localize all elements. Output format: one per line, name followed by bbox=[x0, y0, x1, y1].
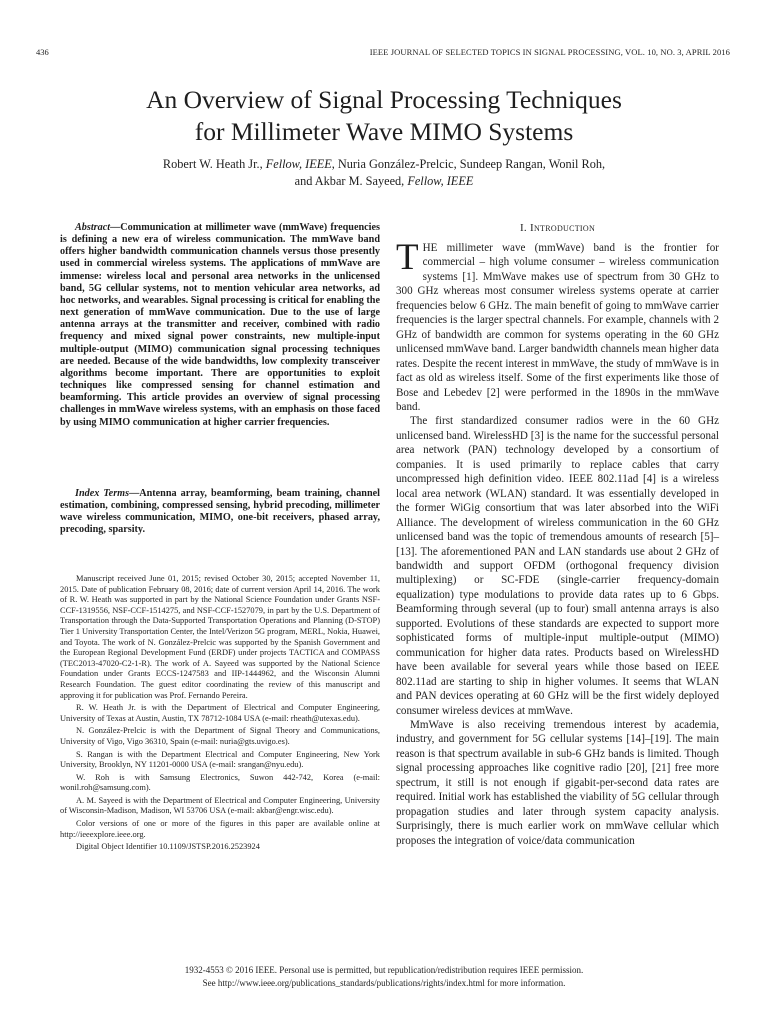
intro-body bbox=[396, 237, 719, 848]
footnote-sayeed: A. M. Sayeed is with the Department of Electrical and Computer Engineering, University of Wisconsin-Madison, Madison, WI 53706 USA (e-mail: akbar@engr.wisc.edu). bbox=[60, 795, 380, 816]
author-list bbox=[40, 156, 728, 190]
journal-header: IEEE JOURNAL OF SELECTED TOPICS IN SIGNAL PROCESSING, VOL. 10, NO. 3, APRIL 2016 bbox=[369, 47, 730, 57]
author-sayeed: and Akbar M. Sayeed, bbox=[294, 174, 405, 188]
index-terms-text: —Antenna array, beamforming, beam training, channel estimation, combining, compressed sensing, hybrid precoding, millimeter wave wireless communication, MIMO, one-bit receivers, phased array, precoding, sparsity. bbox=[60, 488, 380, 536]
footnote-heath: R. W. Heath Jr. is with the Department of Electrical and Computer Engineering, University of Texas at Austin, Austin, TX 78712-1084 USA (e-mail: rheath@utexas.edu). bbox=[60, 703, 380, 723]
paragraph-3: MmWave is also receiving tremendous interest by academia, industry, and government for 5G cellular systems [14]–[19]. The main reason is that spectrum available in sub-6 GHz bands is limited. Though signal processing approaches like cognitive radio [20], [21] free more spectrum, it still is not enough if gigabit-per-second data rates are required. Initial work has established the viability of 5G cellular through propagation studies and later through system capacity analysis. Surprisingly, there is much earlier work on mmWave cellular which proposes the integration of voice/data communication bbox=[396, 718, 719, 847]
footnote-roh: W. Roh is with Samsung Electronics, Suwon 442-742, Korea (e-mail: wonil.roh@samsung.com). bbox=[60, 772, 380, 793]
drop-cap: T bbox=[396, 237, 419, 278]
author-heath-role: Fellow, IEEE bbox=[265, 157, 332, 171]
footnote-color: Color versions of one or more of the figures in this paper are available online at http://ieeexplore.ieee.org. bbox=[60, 819, 380, 839]
copyright-footer bbox=[40, 964, 728, 989]
abstract bbox=[60, 222, 380, 429]
paragraph-1 bbox=[396, 237, 719, 414]
title-line-2: for Millimeter Wave MIMO Systems bbox=[194, 117, 574, 146]
footnote-manuscript: Manuscript received June 01, 2015; revised October 30, 2015; accepted November 11, 2015. Date of publication February 08, 2016; date of current version April 14, 2016. The work of R. W. Heath was supported in part by the National Science Foundation under Grants NSF-CCF-1319556, NSF-CCF-1514275, and NSF-CCF-1527079, in part by the U.S. Department of Transportation through the Data-Supported Transportation Operations and Planning (D-STOP) Tier 1 University Transportation Center, the Intel/Verizon 5G program, MERL, Nokia, Huawei, and Toyota. The work of N. González-Prelcic was supported by the Spanish Government and the European Regional Development Fund (ERDF) under projects TACTICA and COMPASS (TEC2013-47020-C2-1-R). The work of A. Sayeed was supported by the National Science Foundation under Grants ECCS-1247583 and IIP-1444962, and the Wisconsin Alumni Research Foundation. The guest editor coordinating the review of this manuscript and approving it for publication was Prof. Fernando Pereira. bbox=[60, 574, 380, 700]
paper-title bbox=[40, 84, 728, 148]
section-title: Introduction bbox=[530, 222, 596, 234]
footnote-rangan: S. Rangan is with the Department Electrical and Computer Engineering, New York University, Brooklyn, NY 11201-0000 USA (e-mail: srangan@nyu.edu). bbox=[60, 749, 380, 770]
footnote-doi: Digital Object Identifier 10.1109/JSTSP.2016.2523924 bbox=[76, 842, 260, 852]
authors-middle: , Nuria González-Prelcic, Sundeep Rangan, Wonil Roh, bbox=[331, 157, 606, 171]
abstract-text: —Communication at millimeter wave (mmWave) frequencies is defining a new era of wireless communication. The mmWave band offers higher bandwidth communication channels versus those presently used in commercial wireless systems. The applications of mmWave are immense: wireless local and personal area networks in the unlicensed band, 5G cellular systems, not to mention vehicular area networks, ad hoc networks, and wearables. Signal processing is critical for enabling the next generation of mmWave communication. Due to the use of large antenna arrays at the transmitter and receiver, combined with radio frequency and mixed signal power constraints, new multiple-input multiple-output (MIMO) communication signal processing techniques are needed. Because of the wide bandwidths, low complexity transceiver algorithms become important. There are opportunities to exploit techniques like compressed sensing for channel estimation and beamforming. This article provides an overview of signal processing challenges in mmWave wireless systems, with an emphasis on those faced by using MIMO communication at higher carrier frequencies. bbox=[60, 222, 380, 428]
section-heading bbox=[396, 222, 719, 234]
title-line-1: An Overview of Signal Processing Techniques bbox=[146, 85, 622, 114]
author-heath: Robert W. Heath Jr., bbox=[162, 157, 263, 171]
footer-line-1: 1932-4553 © 2016 IEEE. Personal use is permitted, but republication/redistribution requires IEEE permission. bbox=[184, 965, 584, 975]
index-terms bbox=[60, 488, 380, 537]
section-number: I. bbox=[519, 222, 527, 234]
footer-line-2: See http://www.ieee.org/publications_standards/publications/rights/index.html for more information. bbox=[202, 977, 566, 988]
paragraph-2: The first standardized consumer radios were in the 60 GHz unlicensed band. WirelessHD [3] is the name for the successful personal area network (PAN) technology developed by a consortium of companies. It is used primarily to replace cables that carry uncompressed high definition video. IEEE 802.11ad [4] is a wireless local area network (WLAN) standard. It was essentially developed in the former WiGig consortium that was later absorbed into the WiFi Alliance. The development of wireless communication in the 60 GHz unlicensed band was the topic of tremendous amounts of research [5]–[13]. The aforementioned PAN and LAN standards use about 2 GHz of bandwidth and support OFDM (orthogonal frequency division multiplexing) or SC-FDE (single-carrier frequency-domain equalization) type modulations to provide data rates up to 6 Gbps. Beamforming through several (up to four) small antenna arrays is also supported. Evolutions of these standards are expected to support more sophisticated forms of multiple-input multiple-output (MIMO) communication for higher data rates. Products based on WirelessHD have been available for several years while those based on IEEE 802.11ad are starting to ship in higher volumes. It seems that WLAN and PAN devices operating at 60 GHz will be the first widely deployed consumer wireless devices at mmWave. bbox=[396, 415, 719, 717]
page-number: 436 bbox=[36, 47, 49, 57]
abstract-label: Abstract bbox=[75, 222, 111, 233]
index-terms-label: Index Terms bbox=[75, 488, 130, 499]
footnote-gonzalez: N. González-Prelcic is with the Department of Signal Theory and Communications, University of Vigo, Vigo 36310, Spain (e-mail: nuria@gts.uvigo.es). bbox=[60, 726, 380, 746]
footnotes bbox=[60, 574, 380, 855]
author-sayeed-role: Fellow, IEEE bbox=[407, 174, 474, 188]
paragraph-1-text: HE millimeter wave (mmWave) band is the frontier for commercial – high volume consumer – wireless communication systems [1]. MmWave makes use of spectrum from 30 GHz to 300 GHz whereas most consumer wireless systems operate at carrier frequencies below 6 GHz. The main benefit of going to mmWave carrier frequencies is the larger spectral channels. For example, channels with 2 GHz of bandwidth are common for systems operating in the 60 GHz unlicensed mmWave band. Larger bandwidth channels mean higher data rates. Despite the recent interest in mmWave, the study of mmWave is in fact as old as wireless itself. Some of the first experiments like those of Bose and Lebedev [2] were performed in the 1890s in the mmWave band. bbox=[396, 242, 719, 413]
